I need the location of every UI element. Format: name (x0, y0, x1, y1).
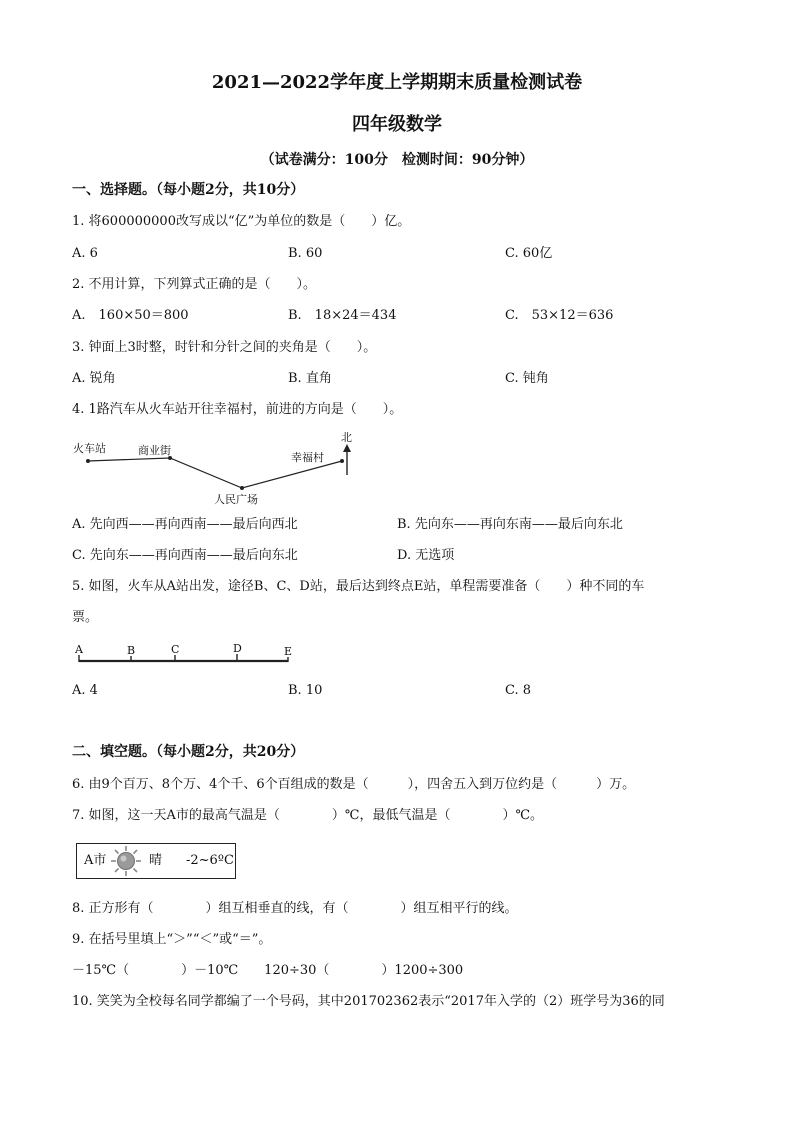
question-5-line2: 票。 (72, 610, 99, 625)
square-point (240, 486, 244, 490)
station-label-b: B (127, 644, 136, 657)
exam-title: 2021—2022学年度上学期期末质量检测试卷 (211, 72, 583, 93)
question-6: 6. 由9个百万、8个万、4个千、6个百组成的数是（ ），四舍五入到万位约是（ ）万。 (72, 777, 636, 792)
village-point (340, 459, 344, 463)
weather-range: -2~6ºC (186, 853, 234, 868)
q1-option-b: B. 60 (288, 246, 323, 261)
question-10: 10. 笑笑为全校每名同学都编了一个号码，其中201702362表示“2017年入学的（2）班学号为36的同 (72, 994, 665, 1009)
q1-option-a: A. 6 (72, 246, 98, 261)
section-two-heading: 二、填空题。（每小题2分，共20分） (72, 744, 305, 760)
question-9-items: －15℃（ ）－10℃ 120÷30（ ）1200÷300 (72, 963, 464, 978)
weather-city: A市 (84, 853, 107, 868)
question-2: 2. 不用计算，下列算式正确的是（ ）。 (72, 277, 317, 292)
exam-subtitle: 四年级数学 (352, 114, 442, 135)
map-label-village: 幸福村 (291, 451, 324, 464)
q3-option-a: A. 锐角 (72, 371, 116, 386)
q5-option-b: B. 10 (288, 683, 323, 698)
question-5-line1: 5. 如图，火车从A站出发，途径B、C、D站，最后达到终点E站，单程需要准备（ ）种不同的车 (72, 579, 645, 594)
question-3: 3. 钟面上3时整，时针和分针之间的夹角是（ ）。 (72, 340, 377, 355)
map-label-north: 北 (341, 431, 352, 444)
q4-option-a: A. 先向西——再向西南——最后向西北 (72, 517, 298, 532)
question-9: 9. 在括号里填上“＞”“＜”或“＝”。 (72, 932, 272, 947)
station-line-diagram (70, 652, 300, 668)
weather-condition: 晴 (149, 853, 163, 868)
question-7: 7. 如图，这一天A市的最高气温是（ ）℃，最低气温是（ ）℃。 (72, 808, 544, 823)
station-label-a: A (75, 643, 83, 656)
q5-option-a: A. 4 (72, 683, 98, 698)
station-label-e: E (284, 645, 293, 658)
question-1: 1. 将600000000改写成以“亿”为单位的数是（ ）亿。 (72, 214, 411, 229)
q1-option-c: C. 60亿 (505, 246, 553, 261)
question-4: 4. 1路汽车从火车站开往幸福村，前进的方向是（ ）。 (72, 402, 403, 417)
q2-option-a: A. 160×50＝800 (72, 308, 189, 323)
q4-option-d: D. 无选项 (397, 548, 455, 563)
map-label-square: 人民广场 (214, 493, 258, 506)
question-8: 8. 正方形有（ ）组互相垂直的线，有（ ）组互相平行的线。 (72, 901, 518, 916)
q2-option-b: B. 18×24＝434 (288, 308, 397, 323)
station-point (86, 459, 90, 463)
exam-info: （试卷满分：100分 检测时间：90分钟） (260, 152, 534, 168)
q3-option-b: B. 直角 (288, 371, 332, 386)
section-one-heading: 一、选择题。（每小题2分，共10分） (72, 182, 305, 198)
q3-option-c: C. 钝角 (505, 371, 549, 386)
weather-box (76, 843, 236, 879)
q4-option-b: B. 先向东——再向东南——最后向东北 (397, 517, 623, 532)
sun-icon (110, 845, 142, 877)
q5-option-c: C. 8 (505, 683, 532, 698)
station-label-d: D (233, 642, 242, 655)
map-label-station: 火车站 (73, 442, 106, 455)
map-label-street: 商业街 (138, 444, 171, 457)
q2-option-c: C. 53×12＝636 (505, 308, 614, 323)
q4-option-c: C. 先向东——再向西南——最后向东北 (72, 548, 298, 563)
station-label-c: C (171, 643, 180, 656)
